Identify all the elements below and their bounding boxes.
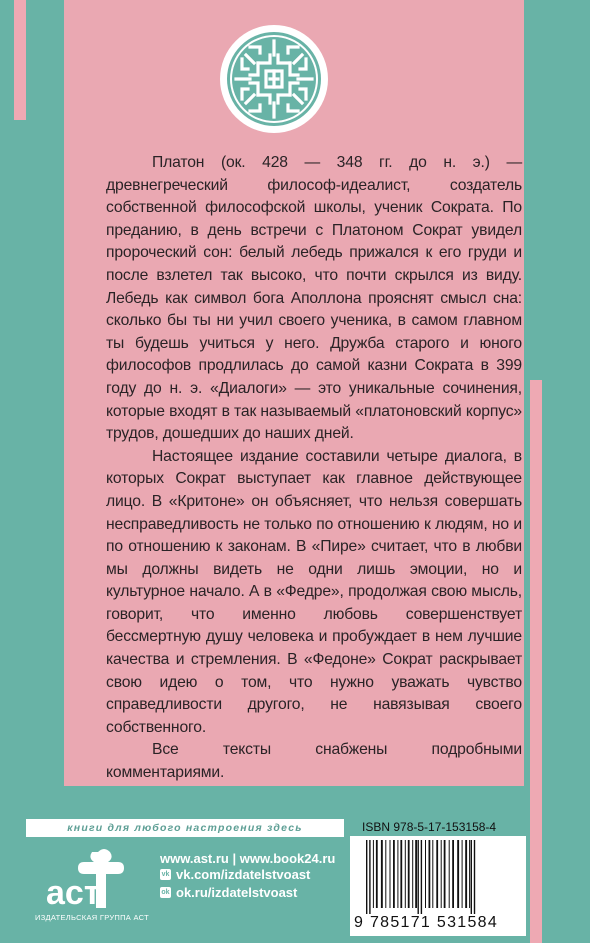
isbn-label: ISBN 978-5-17-153158-4	[362, 820, 497, 834]
publisher-group-label: ИЗДАТЕЛЬСКАЯ ГРУППА АСТ	[35, 913, 149, 922]
vk-icon: vk	[161, 871, 170, 878]
vk-link-text: vk.com/izdatelstvoast	[176, 867, 311, 882]
tagline-banner: книги для любого настроения здесь	[26, 819, 344, 837]
barcode-bars-icon	[364, 840, 514, 914]
barcode	[350, 836, 526, 936]
ok-link-text: ok.ru/izdatelstvoast	[176, 885, 298, 900]
ok-link[interactable]	[160, 885, 297, 900]
ast-publisher-logo-icon	[40, 846, 140, 916]
description-paragraph-1: Платон (ок. 428 — 348 гг. до н. э.) — древнегреческий философ-идеалист, создатель собственной философской школы, ученик Сократа. По преданию, в день встречи с Платоном Сократ увидел пророческий сон: белый лебедь прижался к его груди и после взлетел так высоко, что почти скрылся из виду. Лебедь как символ бога Аполлона прояснят смысл сна: сколько бы ты ни учил своего ученика, в самом главном ты будешь учиться у него. Дружба старого и юного философов продлилась до самой казни Сократа в 399 году до н. э. «Диалоги» — это уникальные сочинения, которые входят в так называемый «платоновский корпус» трудов, дошедших до наших дней.	[106, 154, 522, 443]
ok-icon: ok	[161, 889, 170, 896]
left-accent-stripe	[14, 0, 26, 120]
publisher-websites[interactable]: www.ast.ru | www.book24.ru	[160, 851, 336, 866]
description-paragraph-2: Настоящее издание составили четыре диалога, в которых Сократ выступает как главное действующее лицо. В «Критоне» он объясняет, что нельзя совершать несправедливость не только по отношению к людям, но и по отношению к законам. В «Пире» считает, что в любви мы должны видеть не одни лишь эмоции, но и культурное начало. А в «Федре», продолжая свою мысль, говорит, что именно любовь совершенствует бессмертную душу человека и пробуждает в нем лучшие качества и стремления. В «Федоне» Сократ раскрывает свою идею о том, что нужно уважать чувство справедливости другого, не навязывая своего собственного.	[106, 447, 522, 736]
vk-link[interactable]	[160, 867, 310, 882]
description-paragraph-3: Все тексты снабжены подробными комментариями.	[106, 741, 522, 782]
right-accent-stripe	[530, 380, 542, 943]
barcode-number: 9 785171 531584	[354, 914, 499, 931]
description-text	[106, 152, 522, 785]
logo-text: аст	[46, 874, 101, 912]
greek-meander-emblem-icon	[220, 25, 328, 133]
